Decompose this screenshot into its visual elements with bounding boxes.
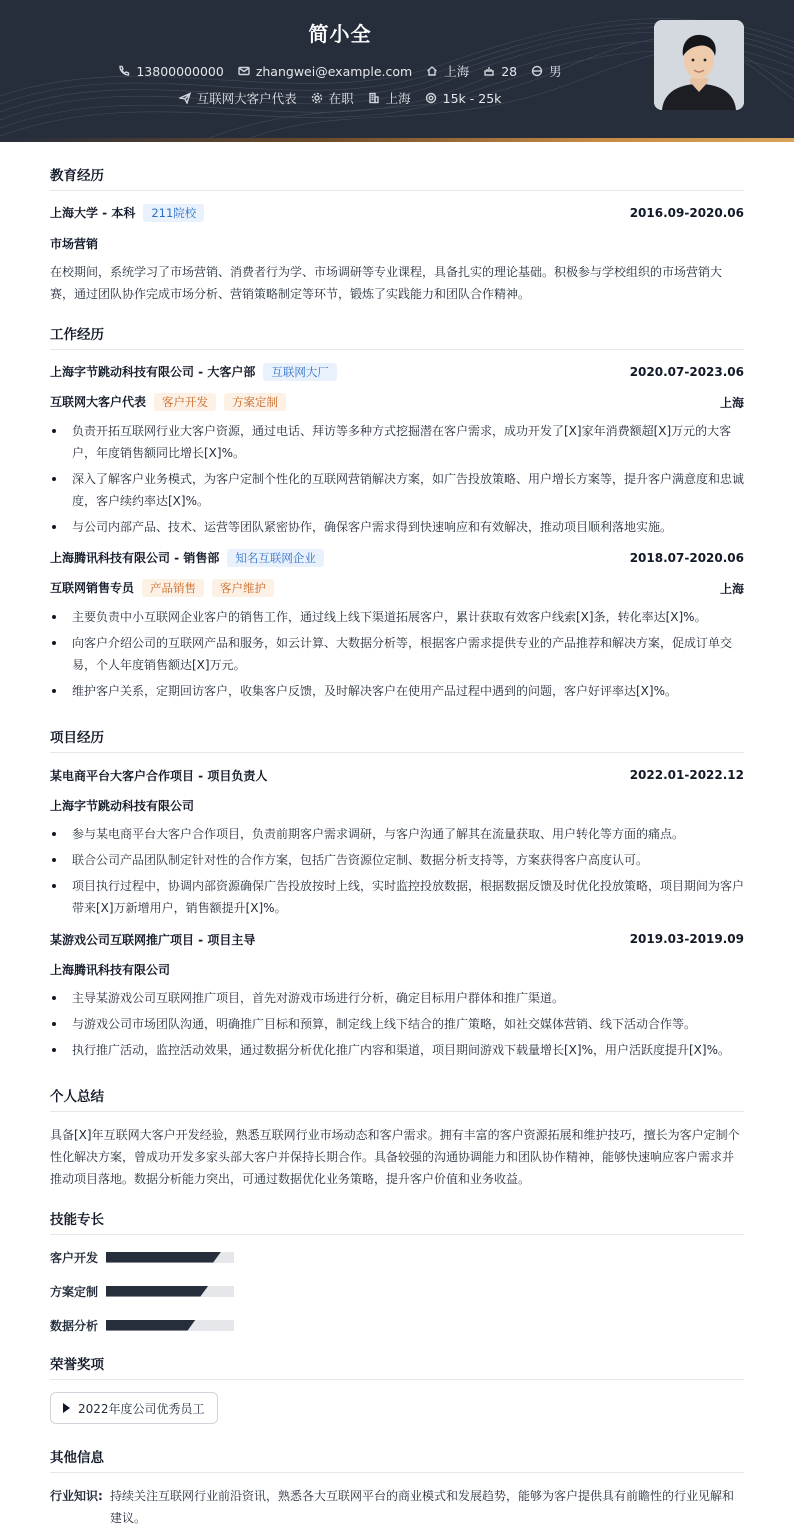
work-position-row: [50, 392, 744, 412]
work-period: 2018.07-2020.06: [629, 551, 744, 565]
company-tag: 知名互联网企业: [227, 549, 324, 567]
project-bullets: [50, 823, 744, 919]
awards-title: 荣誉奖项: [50, 1353, 744, 1380]
company-name: 上海腾讯科技有限公司 - 销售部: [50, 551, 220, 565]
status-item: [311, 89, 354, 107]
email-item: [238, 64, 412, 79]
resume-header: [0, 0, 794, 142]
education-period: 2016.09-2020.06: [629, 206, 744, 220]
company-name: 上海字节跳动科技有限公司 - 大客户部: [50, 365, 256, 379]
work-location: 上海: [719, 395, 744, 410]
target-city-text: 上海: [385, 91, 411, 106]
skill-tag: 方案定制: [224, 393, 286, 411]
other-title: 其他信息: [50, 1446, 744, 1473]
coin-icon: [425, 92, 437, 104]
skill-bar: [106, 1320, 234, 1331]
school-name: 上海大学 - 本科: [50, 206, 136, 220]
list-item: 执行推广活动，监控活动效果，通过数据分析优化推广内容和渠道，项目期间游戏下载量增长[X]%，用户活跃度提升[X]%。: [50, 1039, 744, 1061]
skill-label: 数据分析: [50, 1318, 99, 1333]
list-item: 主要负责中小互联网企业客户的销售工作，通过线上线下渠道拓展客户，累计获取有效客户线索[X]条，转化率达[X]%。: [50, 606, 744, 628]
phone-text: 13800000000: [136, 63, 224, 79]
salary-item: [425, 91, 502, 106]
education-title: 教育经历: [50, 164, 744, 191]
skill-bar: [106, 1286, 234, 1297]
other-row: [50, 1485, 744, 1525]
award-item[interactable]: [50, 1392, 218, 1424]
school-tag: 211院校: [143, 204, 204, 222]
list-item: 项目执行过程中，协调内部资源确保广告投放按时上线，实时监控投放数据，根据数据反馈及时优化投放策略，项目期间为客户带来[X]万新增用户，销售额提升[X]%。: [50, 875, 744, 919]
education-description: 在校期间，系统学习了市场营销、消费者行为学、市场调研等专业课程，具备扎实的理论基础。积极参与学校组织的市场营销大赛，通过团队协作完成市场分析、营销策略制定等环节，锻炼了实践能力和团队合作精神。: [50, 265, 723, 301]
status-text: 在职: [328, 91, 354, 106]
skill-tag: 客户开发: [154, 393, 216, 411]
gender-item: [531, 62, 562, 80]
skill-label: 客户开发: [50, 1250, 99, 1265]
position: 互联网销售专员: [50, 581, 135, 595]
work-company-row: [50, 362, 744, 382]
play-icon: [63, 1403, 70, 1413]
gear-icon: [311, 92, 323, 104]
job-target-item: [179, 89, 297, 107]
resume-body: [0, 164, 794, 1525]
project-item: [50, 765, 744, 919]
other-label: 行业知识:: [50, 1489, 103, 1503]
skill-fill: [106, 1286, 208, 1297]
skill-tag: 产品销售: [142, 579, 204, 597]
age-item: [483, 64, 517, 79]
project-section: [50, 726, 744, 1061]
award-text: 2022年度公司优秀员工: [78, 1401, 205, 1416]
header-accent-bar: [0, 138, 794, 142]
project-company: 上海腾讯科技有限公司: [50, 962, 171, 977]
skills-section: [50, 1208, 744, 1349]
city-text: 上海: [444, 64, 470, 79]
age-text: 28: [501, 63, 518, 79]
work-company-row: [50, 548, 744, 568]
skills-title: 技能专长: [50, 1208, 744, 1235]
home-icon: [426, 65, 438, 77]
project-period: 2022.01-2022.12: [629, 768, 744, 782]
building-icon: [368, 92, 380, 104]
work-section: [50, 323, 744, 702]
company-tag: 互联网大厂: [263, 363, 337, 381]
avatar: [654, 20, 744, 110]
target-city-item: [368, 89, 411, 107]
major: 市场营销: [50, 236, 99, 251]
project-name: 某游戏公司互联网推广项目 - 项目主导: [50, 932, 256, 947]
project-name: 某电商平台大客户合作项目 - 项目负责人: [50, 768, 268, 783]
list-item: 联合公司产品团队制定针对性的合作方案，包括广告资源位定制、数据分析支持等，方案获得客户高度认可。: [50, 849, 744, 871]
avatar-photo: [654, 20, 744, 110]
job-target-text: 互联网大客户代表: [196, 91, 297, 106]
work-bullets: [50, 606, 744, 702]
skill-fill: [106, 1320, 196, 1331]
list-item: 参与某电商平台大客户合作项目，负责前期客户需求调研，与客户沟通了解其在流量获取、用户转化等方面的痛点。: [50, 823, 744, 845]
other-section: [50, 1446, 744, 1525]
list-item: 负责开拓互联网行业大客户资源，通过电话、拜访等多种方式挖掘潜在客户需求，成功开发了[X]家年消费额超[X]万元的大客户，年度销售额同比增长[X]%。: [50, 420, 744, 464]
project-bullets: [50, 987, 744, 1061]
skill-label: 方案定制: [50, 1284, 99, 1299]
list-item: 向客户介绍公司的互联网产品和服务，如云计算、大数据分析等，根据客户需求提供专业的产品推荐和解决方案，促成订单交易，个人年度销售额达[X]万元。: [50, 632, 744, 676]
project-header-row: [50, 929, 744, 949]
project-item: [50, 929, 744, 1061]
cake-icon: [483, 65, 495, 77]
work-period: 2020.07-2023.06: [629, 365, 744, 379]
work-title: 工作经历: [50, 323, 744, 350]
work-location: 上海: [719, 581, 744, 596]
work-position-row: [50, 578, 744, 598]
summary-section: [50, 1085, 744, 1190]
summary-text: 具备[X]年互联网大客户开发经验，熟悉互联网行业市场动态和客户需求。拥有丰富的客户资源拓展和维护技巧，擅长为客户定制个性化解决方案，曾成功开发多家头部大客户并保持长期合作。具备较强的沟通协调能力和团队协作精神，能够快速响应客户需求并推动项目落地。数据分析能力突出，可通过数据优化业务策略，提升客户价值和业务收益。: [50, 1128, 740, 1186]
position: 互联网大客户代表: [50, 395, 147, 409]
work-item: [50, 548, 744, 702]
phone-item: [118, 64, 223, 79]
gender-icon: [531, 65, 543, 77]
candidate-name: 简小全: [308, 22, 372, 46]
contact-row: [0, 62, 680, 80]
skill-item: [50, 1281, 404, 1301]
mail-icon: [238, 65, 250, 77]
skill-item: [50, 1247, 404, 1267]
skill-tag: 客户维护: [212, 579, 274, 597]
gender-text: 男: [549, 64, 562, 79]
list-item: 主导某游戏公司互联网推广项目，首先对游戏市场进行分析，确定目标用户群体和推广渠道。: [50, 987, 744, 1009]
awards-section: [50, 1353, 744, 1424]
phone-icon: [118, 65, 130, 77]
skill-bar: [106, 1252, 234, 1263]
skills-list: [50, 1247, 744, 1349]
skill-fill: [106, 1252, 221, 1263]
summary-title: 个人总结: [50, 1085, 744, 1112]
project-company: 上海字节跳动科技有限公司: [50, 798, 195, 813]
job-intent-row: [0, 89, 680, 107]
list-item: 深入了解客户业务模式，为客户定制个性化的互联网营销解决方案，如广告投放策略、用户增长方案等，提升客户满意度和忠诚度，客户续约率达[X]%。: [50, 468, 744, 512]
education-header-row: [50, 203, 744, 223]
email-text: zhangwei@example.com: [255, 63, 413, 79]
project-header-row: [50, 765, 744, 785]
skill-item: [50, 1315, 404, 1335]
project-period: 2019.03-2019.09: [629, 932, 744, 946]
list-item: 与公司内部产品、技术、运营等团队紧密协作，确保客户需求得到快速响应和有效解决，推动项目顺利落地实施。: [50, 516, 744, 538]
work-item: [50, 362, 744, 538]
other-text: 持续关注互联网行业前沿资讯，熟悉各大互联网平台的商业模式和发展趋势，能够为客户提供具有前瞻性的行业见解和建议。: [110, 1489, 735, 1525]
work-bullets: [50, 420, 744, 538]
send-icon: [179, 92, 191, 104]
city-item: [426, 62, 469, 80]
list-item: 与游戏公司市场团队沟通，明确推广目标和预算，制定线上线下结合的推广策略，如社交媒体营销、线下活动合作等。: [50, 1013, 744, 1035]
project-title: 项目经历: [50, 726, 744, 753]
list-item: 维护客户关系，定期回访客户，收集客户反馈，及时解决客户在使用产品过程中遇到的问题，客户好评率达[X]%。: [50, 680, 744, 702]
salary-text: 15k - 25k: [442, 90, 502, 106]
education-section: [50, 164, 744, 305]
